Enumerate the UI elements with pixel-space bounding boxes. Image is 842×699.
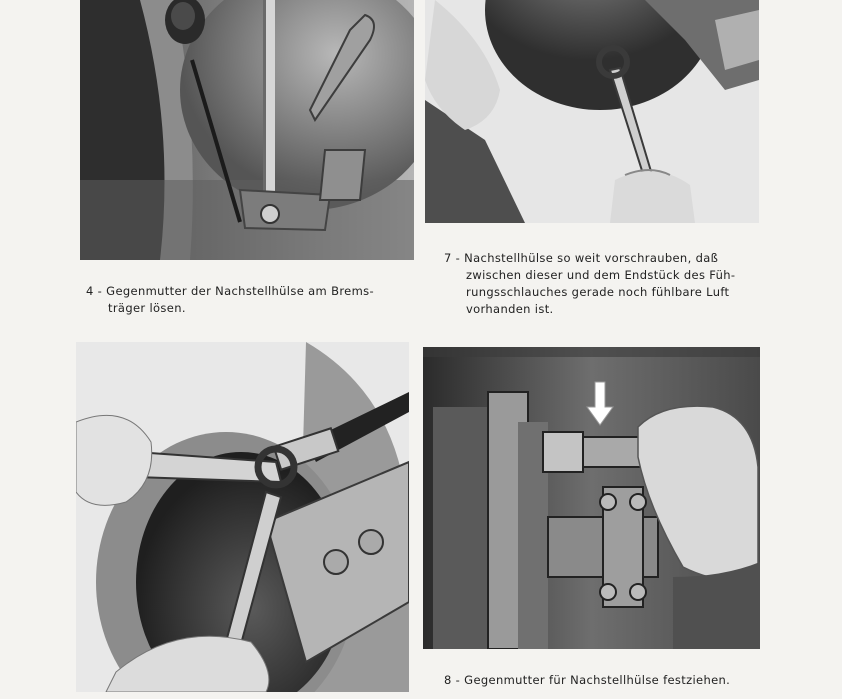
photo-tighten-lock-nut bbox=[423, 347, 760, 649]
caption-step-8 bbox=[444, 672, 774, 689]
photo-2-image bbox=[425, 0, 759, 223]
caption-step-4-line-2: träger lösen. bbox=[108, 301, 186, 315]
caption-step-4-line-1: 4 - Gegenmutter der Nachstellhülse am Brems- bbox=[86, 284, 374, 298]
photo-1-image bbox=[80, 0, 414, 260]
caption-step-7-line-4: vorhanden ist. bbox=[466, 302, 554, 316]
caption-step-7-line-2: zwischen dieser und dem Endstück des Füh- bbox=[466, 268, 736, 282]
photo-loosen-lock-nut bbox=[80, 0, 414, 260]
caption-step-7 bbox=[444, 250, 774, 318]
caption-step-7-line-1: 7 - Nachstellhülse so weit vorschrauben, daß bbox=[444, 251, 719, 265]
caption-step-4 bbox=[86, 283, 416, 317]
caption-step-7-line-3: rungsschlauches gerade noch fühlbare Luft bbox=[466, 285, 730, 299]
photo-3-image bbox=[76, 342, 409, 692]
photo-4-image bbox=[423, 347, 760, 649]
photo-two-wrenches bbox=[76, 342, 409, 692]
photo-adjust-sleeve bbox=[425, 0, 759, 223]
caption-step-8-line-1: 8 - Gegenmutter für Nachstellhülse festziehen. bbox=[444, 673, 731, 687]
